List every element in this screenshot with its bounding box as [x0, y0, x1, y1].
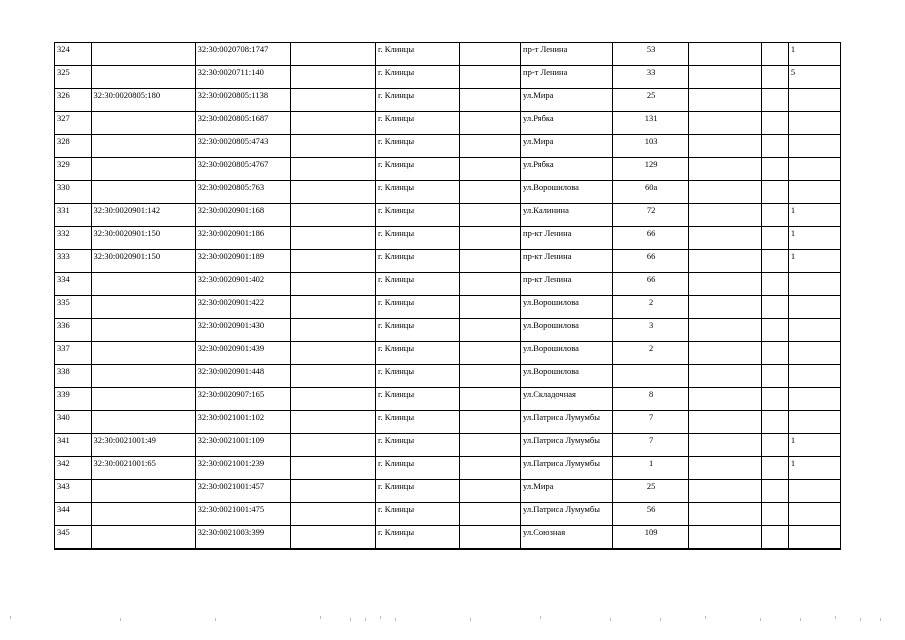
city-cell: г. Клинцы [376, 158, 460, 181]
house-number-cell: 25 [612, 480, 688, 503]
street-cell: ул.Патриса Лумумбы [521, 411, 613, 434]
street-cell: ул.Ворошилова [521, 319, 613, 342]
extra-info-cell [290, 503, 375, 526]
row-number-cell: 325 [55, 66, 92, 89]
street-cell: пр-т Ленина [521, 43, 613, 66]
count-cell [788, 181, 840, 204]
extra-info-cell [290, 66, 375, 89]
row-number-cell: 340 [55, 411, 92, 434]
row-number-cell: 344 [55, 503, 92, 526]
scan-speck [835, 616, 836, 619]
table-row [55, 342, 841, 365]
house-number-cell: 66 [612, 227, 688, 250]
district-cell [460, 43, 521, 66]
city-cell: г. Клинцы [376, 112, 460, 135]
street-cell: ул.Ворошилова [521, 342, 613, 365]
city-cell: г. Клинцы [376, 342, 460, 365]
parent-cadastral-cell: 32:30:0020901:150 [91, 227, 195, 250]
count-cell [788, 319, 840, 342]
count-cell [788, 480, 840, 503]
city-cell: г. Клинцы [376, 227, 460, 250]
table-row [55, 434, 841, 457]
table-row [55, 365, 841, 388]
table-row [55, 135, 841, 158]
house-number-cell: 2 [612, 296, 688, 319]
city-cell: г. Клинцы [376, 526, 460, 550]
count-cell [788, 388, 840, 411]
parent-cadastral-cell [91, 388, 195, 411]
scan-speck [610, 618, 611, 621]
city-cell: г. Клинцы [376, 204, 460, 227]
apartment-cell [762, 526, 789, 550]
table-row [55, 89, 841, 112]
street-cell: ул.Ворошилова [521, 365, 613, 388]
district-cell [460, 434, 521, 457]
street-cell: ул.Мира [521, 480, 613, 503]
house-number-cell: 109 [612, 526, 688, 550]
building-cell [689, 319, 762, 342]
extra-info-cell [290, 181, 375, 204]
extra-info-cell [290, 250, 375, 273]
cadastral-number-cell: 32:30:0020901:439 [195, 342, 290, 365]
cadastral-number-cell: 32:30:0020901:430 [195, 319, 290, 342]
row-number-cell: 336 [55, 319, 92, 342]
table-row [55, 411, 841, 434]
city-cell: г. Клинцы [376, 319, 460, 342]
house-number-cell [612, 365, 688, 388]
parent-cadastral-cell [91, 66, 195, 89]
district-cell [460, 480, 521, 503]
building-cell [689, 388, 762, 411]
row-number-cell: 326 [55, 89, 92, 112]
scan-speck [380, 616, 381, 619]
parent-cadastral-cell [91, 480, 195, 503]
row-number-cell: 331 [55, 204, 92, 227]
cadastral-number-cell: 32:30:0020805:763 [195, 181, 290, 204]
building-cell [689, 66, 762, 89]
cadastral-number-cell: 32:30:0021001:109 [195, 434, 290, 457]
extra-info-cell [290, 273, 375, 296]
district-cell [460, 250, 521, 273]
extra-info-cell [290, 204, 375, 227]
house-number-cell: 56 [612, 503, 688, 526]
cadastral-number-cell: 32:30:0020901:402 [195, 273, 290, 296]
table-row [55, 43, 841, 66]
building-cell [689, 135, 762, 158]
row-number-cell: 345 [55, 526, 92, 550]
house-number-cell: 129 [612, 158, 688, 181]
apartment-cell [762, 434, 789, 457]
apartment-cell [762, 250, 789, 273]
cadastral-number-cell: 32:30:0020901:168 [195, 204, 290, 227]
building-cell [689, 158, 762, 181]
count-cell [788, 158, 840, 181]
street-cell: пр-кт Ленина [521, 250, 613, 273]
building-cell [689, 250, 762, 273]
cadastral-number-cell: 32:30:0020708:1747 [195, 43, 290, 66]
scan-speck [760, 618, 761, 621]
building-cell [689, 296, 762, 319]
scan-speck [880, 618, 881, 621]
street-cell: пр-кт Ленина [521, 227, 613, 250]
apartment-cell [762, 135, 789, 158]
extra-info-cell [290, 112, 375, 135]
street-cell: ул.Мира [521, 89, 613, 112]
row-number-cell: 337 [55, 342, 92, 365]
parent-cadastral-cell [91, 526, 195, 550]
apartment-cell [762, 480, 789, 503]
count-cell: 5 [788, 66, 840, 89]
row-number-cell: 333 [55, 250, 92, 273]
house-number-cell: 3 [612, 319, 688, 342]
table-row [55, 526, 841, 550]
street-cell: ул.Складочная [521, 388, 613, 411]
parent-cadastral-cell [91, 112, 195, 135]
district-cell [460, 158, 521, 181]
table-row [55, 227, 841, 250]
scan-speck [10, 616, 11, 619]
cadastral-number-cell: 32:30:0020901:448 [195, 365, 290, 388]
extra-info-cell [290, 43, 375, 66]
row-number-cell: 329 [55, 158, 92, 181]
parent-cadastral-cell [91, 43, 195, 66]
city-cell: г. Клинцы [376, 273, 460, 296]
row-number-cell: 343 [55, 480, 92, 503]
scan-speck [470, 618, 471, 621]
district-cell [460, 89, 521, 112]
parent-cadastral-cell [91, 411, 195, 434]
scan-speck [660, 618, 661, 621]
apartment-cell [762, 411, 789, 434]
parent-cadastral-cell [91, 273, 195, 296]
building-cell [689, 43, 762, 66]
scan-speck [540, 616, 541, 619]
building-cell [689, 365, 762, 388]
scan-speck [350, 618, 351, 621]
apartment-cell [762, 296, 789, 319]
district-cell [460, 388, 521, 411]
table-row [55, 112, 841, 135]
parent-cadastral-cell [91, 135, 195, 158]
extra-info-cell [290, 158, 375, 181]
house-number-cell: 72 [612, 204, 688, 227]
district-cell [460, 365, 521, 388]
apartment-cell [762, 503, 789, 526]
building-cell [689, 434, 762, 457]
scan-speck [800, 618, 801, 621]
apartment-cell [762, 319, 789, 342]
district-cell [460, 227, 521, 250]
scan-speck [395, 618, 396, 621]
street-cell: ул.Патриса Лумумбы [521, 434, 613, 457]
cadastral-number-cell: 32:30:0020805:4767 [195, 158, 290, 181]
city-cell: г. Клинцы [376, 43, 460, 66]
scan-speck [215, 618, 216, 621]
house-number-cell: 33 [612, 66, 688, 89]
house-number-cell: 103 [612, 135, 688, 158]
apartment-cell [762, 181, 789, 204]
extra-info-cell [290, 135, 375, 158]
count-cell [788, 411, 840, 434]
house-number-cell: 7 [612, 411, 688, 434]
cadastral-number-cell: 32:30:0021003:399 [195, 526, 290, 550]
count-cell [788, 273, 840, 296]
building-cell [689, 503, 762, 526]
extra-info-cell [290, 411, 375, 434]
building-cell [689, 480, 762, 503]
district-cell [460, 319, 521, 342]
row-number-cell: 334 [55, 273, 92, 296]
city-cell: г. Клинцы [376, 457, 460, 480]
house-number-cell: 7 [612, 434, 688, 457]
street-cell: ул.Патриса Лумумбы [521, 503, 613, 526]
count-cell [788, 365, 840, 388]
district-cell [460, 526, 521, 550]
count-cell [788, 503, 840, 526]
house-number-cell: 66 [612, 273, 688, 296]
apartment-cell [762, 365, 789, 388]
street-cell: ул.Рябка [521, 112, 613, 135]
parent-cadastral-cell: 32:30:0020901:142 [91, 204, 195, 227]
row-number-cell: 341 [55, 434, 92, 457]
street-cell: пр-кт Ленина [521, 273, 613, 296]
parent-cadastral-cell [91, 342, 195, 365]
street-cell: ул.Ворошилова [521, 181, 613, 204]
table-row [55, 319, 841, 342]
table-row [55, 273, 841, 296]
house-number-cell: 1 [612, 457, 688, 480]
building-cell [689, 89, 762, 112]
apartment-cell [762, 273, 789, 296]
extra-info-cell [290, 342, 375, 365]
count-cell [788, 296, 840, 319]
cadastral-number-cell: 32:30:0021001:475 [195, 503, 290, 526]
extra-info-cell [290, 89, 375, 112]
apartment-cell [762, 457, 789, 480]
district-cell [460, 66, 521, 89]
district-cell [460, 503, 521, 526]
district-cell [460, 457, 521, 480]
building-cell [689, 526, 762, 550]
cadastral-number-cell: 32:30:0020711:140 [195, 66, 290, 89]
building-cell [689, 181, 762, 204]
table-row [55, 181, 841, 204]
count-cell: 1 [788, 457, 840, 480]
count-cell: 1 [788, 227, 840, 250]
apartment-cell [762, 227, 789, 250]
street-cell: ул.Союзная [521, 526, 613, 550]
district-cell [460, 112, 521, 135]
row-number-cell: 330 [55, 181, 92, 204]
scan-speck [320, 616, 321, 619]
apartment-cell [762, 89, 789, 112]
row-number-cell: 327 [55, 112, 92, 135]
apartment-cell [762, 112, 789, 135]
district-cell [460, 411, 521, 434]
district-cell [460, 296, 521, 319]
apartment-cell [762, 342, 789, 365]
row-number-cell: 339 [55, 388, 92, 411]
count-cell: 1 [788, 250, 840, 273]
house-number-cell: 25 [612, 89, 688, 112]
row-number-cell: 342 [55, 457, 92, 480]
parent-cadastral-cell [91, 296, 195, 319]
district-cell [460, 181, 521, 204]
parent-cadastral-cell: 32:30:0020901:150 [91, 250, 195, 273]
house-number-cell: 8 [612, 388, 688, 411]
house-number-cell: 2 [612, 342, 688, 365]
city-cell: г. Клинцы [376, 66, 460, 89]
house-number-cell: 53 [612, 43, 688, 66]
table-row [55, 204, 841, 227]
extra-info-cell [290, 296, 375, 319]
row-number-cell: 324 [55, 43, 92, 66]
cadastral-number-cell: 32:30:0020901:186 [195, 227, 290, 250]
building-cell [689, 273, 762, 296]
extra-info-cell [290, 457, 375, 480]
apartment-cell [762, 66, 789, 89]
table-row [55, 503, 841, 526]
street-cell: ул.Мира [521, 135, 613, 158]
street-cell: ул.Рябка [521, 158, 613, 181]
cadastral-number-cell: 32:30:0020901:189 [195, 250, 290, 273]
cadastral-number-cell: 32:30:0021001:457 [195, 480, 290, 503]
city-cell: г. Клинцы [376, 89, 460, 112]
count-cell: 1 [788, 204, 840, 227]
city-cell: г. Клинцы [376, 503, 460, 526]
building-cell [689, 112, 762, 135]
cadastral-number-cell: 32:30:0020805:4743 [195, 135, 290, 158]
count-cell [788, 112, 840, 135]
table-row [55, 296, 841, 319]
district-cell [460, 135, 521, 158]
property-register-table [54, 42, 841, 550]
table-row [55, 250, 841, 273]
apartment-cell [762, 158, 789, 181]
row-number-cell: 335 [55, 296, 92, 319]
city-cell: г. Клинцы [376, 135, 460, 158]
cadastral-number-cell: 32:30:0020805:1138 [195, 89, 290, 112]
extra-info-cell [290, 388, 375, 411]
street-cell: пр-т Ленина [521, 66, 613, 89]
table-row [55, 457, 841, 480]
table-row [55, 66, 841, 89]
count-cell [788, 89, 840, 112]
parent-cadastral-cell [91, 365, 195, 388]
house-number-cell: 60а [612, 181, 688, 204]
parent-cadastral-cell [91, 158, 195, 181]
city-cell: г. Клинцы [376, 296, 460, 319]
parent-cadastral-cell [91, 319, 195, 342]
row-number-cell: 328 [55, 135, 92, 158]
city-cell: г. Клинцы [376, 411, 460, 434]
parent-cadastral-cell [91, 503, 195, 526]
district-cell [460, 204, 521, 227]
extra-info-cell [290, 227, 375, 250]
row-number-cell: 332 [55, 227, 92, 250]
count-cell [788, 342, 840, 365]
extra-info-cell [290, 319, 375, 342]
city-cell: г. Клинцы [376, 434, 460, 457]
house-number-cell: 66 [612, 250, 688, 273]
district-cell [460, 342, 521, 365]
city-cell: г. Клинцы [376, 388, 460, 411]
scan-speck [120, 618, 121, 621]
house-number-cell: 131 [612, 112, 688, 135]
scan-speck [860, 618, 861, 621]
parent-cadastral-cell: 32:30:0020805:180 [91, 89, 195, 112]
count-cell: 1 [788, 43, 840, 66]
apartment-cell [762, 204, 789, 227]
cadastral-number-cell: 32:30:0020805:1687 [195, 112, 290, 135]
apartment-cell [762, 43, 789, 66]
city-cell: г. Клинцы [376, 365, 460, 388]
building-cell [689, 204, 762, 227]
table-row [55, 158, 841, 181]
scan-speck [365, 618, 366, 621]
parent-cadastral-cell: 32:30:0021001:49 [91, 434, 195, 457]
parent-cadastral-cell [91, 181, 195, 204]
extra-info-cell [290, 480, 375, 503]
extra-info-cell [290, 526, 375, 550]
street-cell: ул.Патриса Лумумбы [521, 457, 613, 480]
street-cell: ул.Ворошилова [521, 296, 613, 319]
building-cell [689, 411, 762, 434]
district-cell [460, 273, 521, 296]
count-cell: 1 [788, 434, 840, 457]
table-row [55, 480, 841, 503]
scan-noise [0, 610, 905, 640]
building-cell [689, 227, 762, 250]
table-body [55, 43, 841, 550]
cadastral-number-cell: 32:30:0020907:165 [195, 388, 290, 411]
parent-cadastral-cell: 32:30:0021001:65 [91, 457, 195, 480]
table-row [55, 388, 841, 411]
extra-info-cell [290, 434, 375, 457]
apartment-cell [762, 388, 789, 411]
city-cell: г. Клинцы [376, 181, 460, 204]
building-cell [689, 342, 762, 365]
city-cell: г. Клинцы [376, 250, 460, 273]
extra-info-cell [290, 365, 375, 388]
count-cell [788, 526, 840, 550]
cadastral-number-cell: 32:30:0020901:422 [195, 296, 290, 319]
scan-speck [705, 616, 706, 619]
row-number-cell: 338 [55, 365, 92, 388]
cadastral-number-cell: 32:30:0021001:239 [195, 457, 290, 480]
count-cell [788, 135, 840, 158]
street-cell: ул.Калинина [521, 204, 613, 227]
city-cell: г. Клинцы [376, 480, 460, 503]
cadastral-number-cell: 32:30:0021001:102 [195, 411, 290, 434]
building-cell [689, 457, 762, 480]
